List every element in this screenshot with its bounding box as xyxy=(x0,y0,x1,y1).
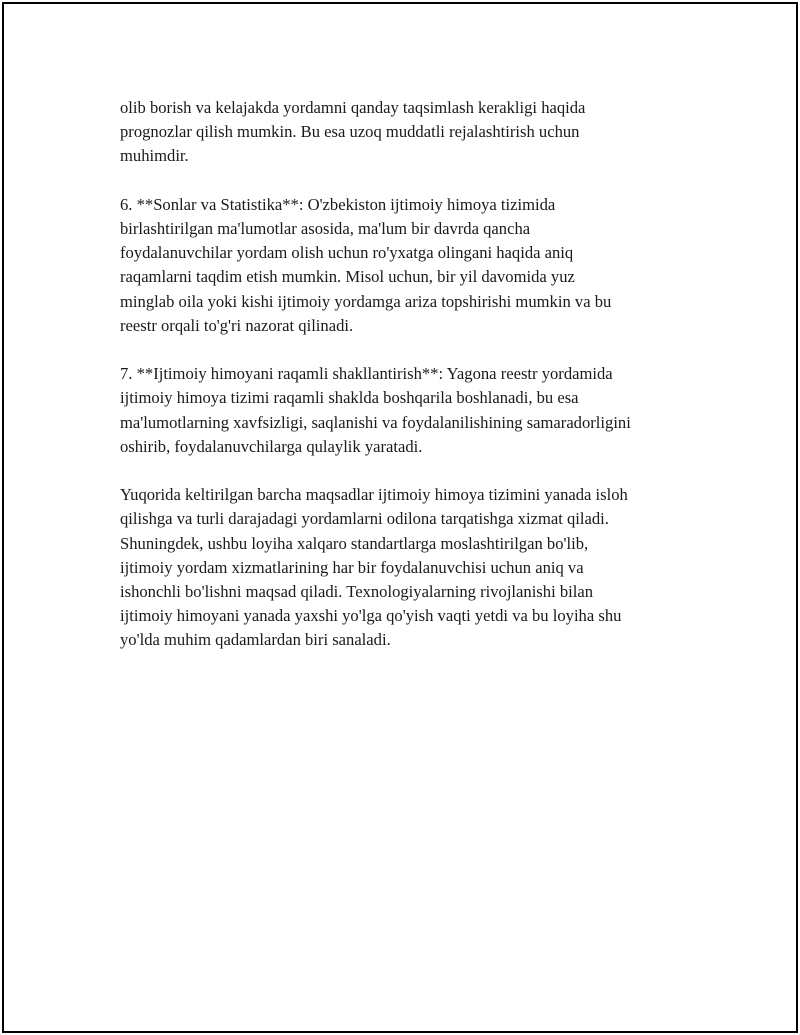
text-line: olib borish va kelajakda yordamni qanday taqsimlash kerakligi haqida xyxy=(120,98,586,117)
text-line: birlashtirilgan ma'lumotlar asosida, ma'lum bir davrda qancha xyxy=(120,219,531,238)
text-line: prognozlar qilish mumkin. Bu esa uzoq muddatli rejalashtirish uchun xyxy=(120,122,580,142)
text-line: ijtimoiy yordam xizmatlarining har bir foydalanuvchisi uchun aniq va xyxy=(120,557,584,577)
text-line: 7. **Ijtimoiy himoyani raqamli shakllantirish**: Yagona reestr yordamida xyxy=(120,364,613,384)
text-line: ishonchli bo'lishni maqsad qiladi. Texnologiyalarning rivojlanishi bilan xyxy=(120,582,594,602)
text-line: qilishga va turli darajadagi yordamlarni odilona tarqatishga xizmat qiladi. xyxy=(120,509,609,529)
document-page xyxy=(2,2,798,1033)
text-line: reestr orqali to'g'ri nazorat qilinadi. xyxy=(120,315,354,335)
text-line: raqamlarni taqdim etish mumkin. Misol uchun, bir yil davomida yuz xyxy=(120,267,575,287)
text-line: ijtimoiy himoya tizimi raqamli shaklda boshqarila boshlanadi, bu esa xyxy=(120,388,579,408)
paragraph-conclusion xyxy=(120,483,710,652)
paragraph-digitalization xyxy=(120,362,710,459)
paragraph-forecasting xyxy=(120,96,710,169)
text-line: yo'lda muhim qadamlardan biri sanaladi. xyxy=(120,630,391,650)
text-line: foydalanuvchilar yordam olish uchun ro'yxatga olingani haqida aniq xyxy=(120,243,574,263)
text-line: Yuqorida keltirilgan barcha maqsadlar ijtimoiy himoya tizimini yanada isloh xyxy=(120,485,628,505)
text-line: 6. **Sonlar va Statistika**: O'zbekiston ijtimoiy himoya tizimida xyxy=(120,194,556,214)
text-line: muhimdir. xyxy=(120,146,189,166)
text-line: Shuningdek, ushbu loyiha xalqaro standartlarga moslashtirilgan bo'lib, xyxy=(120,533,589,553)
text-line: ijtimoiy himoyani yanada yaxshi yo'lga qo'yish vaqti yetdi va bu loyiha shu xyxy=(120,606,622,626)
text-line: ma'lumotlarning xavfsizligi, saqlanishi va foydalanilishining samaradorligini xyxy=(120,412,631,432)
paragraph-numbers-statistics xyxy=(120,193,710,338)
document-body xyxy=(120,96,710,677)
text-line: oshirib, foydalanuvchilarga qulaylik yaratadi. xyxy=(120,436,423,456)
text-line: minglab oila yoki kishi ijtimoiy yordamga ariza topshirishi mumkin va bu xyxy=(120,291,612,311)
